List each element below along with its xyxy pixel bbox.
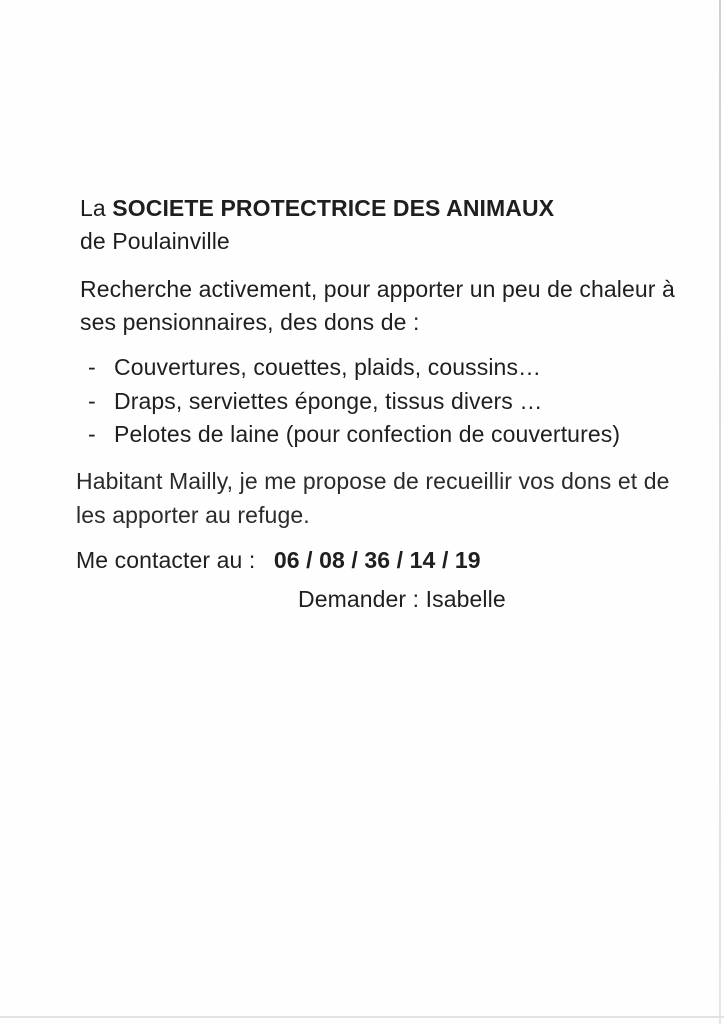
ask-for-line: Demander : Isabelle — [298, 586, 506, 613]
dash-marker: - — [88, 354, 96, 381]
contact-line — [76, 544, 680, 577]
dash-marker: - — [88, 387, 96, 414]
list-item — [88, 385, 680, 418]
page-edge-right — [719, 0, 721, 1024]
notice-body — [76, 192, 680, 617]
list-item-text: Couvertures, couettes, plaids, coussins… — [114, 354, 542, 381]
organization-location: de Poulainville — [80, 228, 230, 255]
title-prefix: La — [80, 195, 106, 221]
dash-marker: - — [88, 421, 96, 448]
organization-name: SOCIETE PROTECTRICE DES ANIMAUX — [112, 195, 555, 221]
intro-paragraph: Recherche activement, pour apporter un peu de chaleur à ses pensionnaires, des dons de : — [80, 275, 675, 336]
list-item-text: Pelotes de laine (pour confection de couvertures) — [114, 421, 621, 448]
page-edge-bottom — [0, 1016, 724, 1018]
donation-list — [88, 351, 680, 451]
list-item — [88, 418, 680, 451]
contact-label: Me contacter au : — [76, 547, 256, 574]
notice-title — [80, 192, 680, 225]
list-item — [88, 351, 680, 384]
collector-paragraph: Habitant Mailly, je me propose de recueillir vos dons et de les apporter au refuge. — [76, 468, 670, 528]
phone-number: 06 / 08 / 36 / 14 / 19 — [273, 547, 481, 574]
list-item-text: Draps, serviettes éponge, tissus divers … — [114, 387, 543, 414]
